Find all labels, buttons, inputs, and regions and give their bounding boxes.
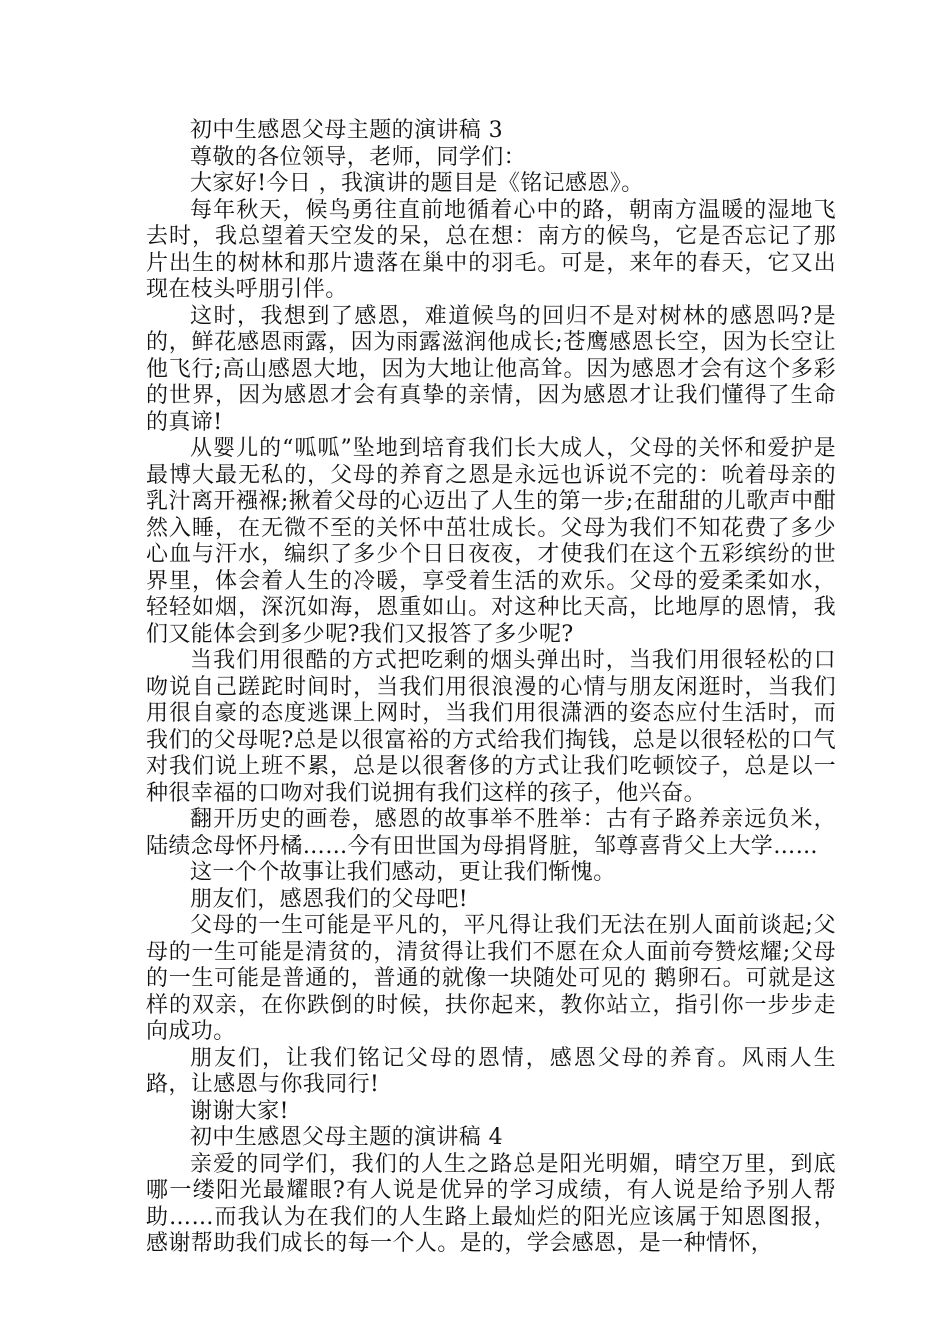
paragraph-call: 朋友们，感恩我们的父母吧! xyxy=(190,886,469,912)
paragraph-gratitude: 这时，我想到了感恩，难道候鸟的回归不是对树林的感恩吗?是的，鲜花感恩雨露，因为雨露滋润他成长;苍鹰感恩长空，因为长空让他飞行;高山感恩大地，因为大地让他高耸。因为感恩才会有这个多彩的世界，因为感恩才会有真挚的亲情，因为感恩才让我们懂得了生命的真谛! xyxy=(146,303,836,435)
paragraph-sunshine: 亲爱的同学们，我们的人生之路总是阳光明媚，晴空万里，到底哪一缕阳光最耀眼?有人说是优异的学习成绩，有人说是给予别人帮助……而我认为在我们的人生路上最灿烂的阳光应该属于知恩图报，感谢帮助我们成长的每一个人。是的，学会感恩，是一种情怀， xyxy=(146,1151,836,1256)
paragraph-remember: 朋友们，让我们铭记父母的恩情，感恩父母的养育。风雨人生路，让感恩与你我同行! xyxy=(146,1045,836,1097)
speech-title-3: 初中生感恩父母主题的演讲稿 3 xyxy=(190,118,503,143)
paragraph-moved: 这一个个故事让我们感动，更让我们惭愧。 xyxy=(190,860,616,885)
paragraph-migratory-birds: 每年秋天，候鸟勇往直前地循着心中的路，朝南方温暖的湿地飞去时，我总望着天空发的呆，总在想：南方的候鸟，它是否忘记了那片出生的树林和那片遗落在巢中的羽毛。可是，来年的春天，它又出现在枝头呼朋引伴。 xyxy=(146,197,836,302)
paragraph-parents-care: 从婴儿的“呱呱”坠地到培育我们长大成人，父母的关怀和爱护是最博大最无私的，父母的养育之恩是永远也诉说不完的：吮着母亲的乳汁离开襁褓;揪着父母的心迈出了人生的第一步;在甜甜的儿歌声中酣然入睡，在无微不至的关怀中茁壮成长。父母为我们不知花费了多少心血与汗水，编织了多少个日日夜夜，才使我们在这个五彩缤纷的世界里，体会着人生的冷暖，享受着生活的欢乐。父母的爱柔柔如水，轻轻如烟，深沉如海，恩重如山。对这种比天高，比地厚的恩情，我们又能体会到多少呢?我们又报答了多少呢? xyxy=(146,436,836,647)
paragraph-contrast: 当我们用很酷的方式把吃剩的烟头弹出时，当我们用很轻松的口吻说自己蹉跎时间时，当我们用很浪漫的心情与朋友闲逛时，当我们用很自豪的态度逃课上网时，当我们用很潇洒的姿态应付生活时，而我们的父母呢?总是以很富裕的方式给我们掏钱，总是以很轻松的口气对我们说上班不累，总是以很奢侈的方式让我们吃顿饺子，总是以一种很幸福的口吻对我们说拥有我们这样的孩子，他兴奋。 xyxy=(146,648,836,806)
document-body xyxy=(146,118,836,1258)
closing-line: 谢谢大家! xyxy=(190,1098,289,1124)
paragraph-history: 翻开历史的画卷，感恩的故事举不胜举：古有子路养亲远负米，陆绩念母怀丹橘……今有田世国为母捐肾脏，邹尊喜背父上大学…… xyxy=(146,807,836,859)
opening-line: 大家好!今日 ，我演讲的题目是《铭记感恩》。 xyxy=(190,171,644,196)
greeting-line: 尊敬的各位领导，老师，同学们： xyxy=(190,144,527,170)
speech-title-4: 初中生感恩父母主题的演讲稿 4 xyxy=(190,1125,503,1150)
paragraph-ordinary-parents: 父母的一生可能是平凡的，平凡得让我们无法在别人面前谈起;父母的一生可能是清贫的，清贫得让我们不愿在众人面前夸赞炫耀;父母的一生可能是普通的，普通的就像一块随处可见的 鹅卵石。可就是这样的双亲，在你跌倒的时候，扶你起来，教你站立，指引你一步步走向成功。 xyxy=(146,913,836,1044)
